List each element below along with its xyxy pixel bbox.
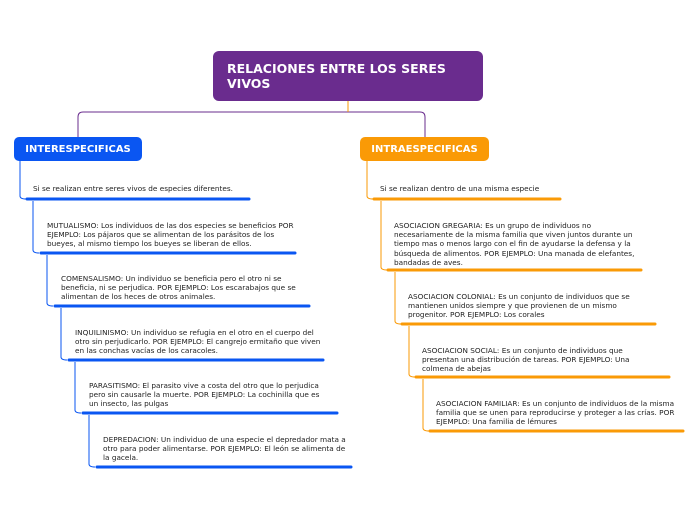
intra-asociacion-social[interactable]: ASOCIACION SOCIAL: Es un conjunto de individuos que presentan una distribución de tareas. POR EJEMPLO: Una colmena de abejas <box>422 346 630 374</box>
root-topic[interactable] <box>213 51 483 101</box>
intra-asociacion-gregaria[interactable]: ASOCIACION GREGARIA: Es un grupo de individuos no necesariamente de la misma familia que viven juntos durante un tiempo mas o menos largo con el fin de ayudarse la defensa y la búsqueda de alimentos. POR EJEMPLO: Una manada de elefantes, bandadas de aves. <box>394 221 635 267</box>
inter-depredacion[interactable]: DEPREDACION: Un individuo de una especie el depredador mata a otro para poder alimentarse. POR EJEMPLO: El león se alimenta de la gacela. <box>103 435 346 463</box>
branch-interespecificas[interactable] <box>14 137 142 161</box>
intra-asociacion-familiar[interactable]: ASOCIACION FAMILIAR: Es un conjunto de individuos de la misma familia que se unen para reproducirse y proteger a las crías. POR EJEMPLO: Una familia de lémures <box>436 399 675 427</box>
inter-parasitismo[interactable]: PARASITISMO: El parasito vive a costa del otro que lo perjudica pero sin causarle la muerte. POR EJEMPLO: La cochinilla que es un insecto, las pulgas <box>89 381 320 409</box>
intra-asociacion-colonial[interactable]: ASOCIACION COLONIAL: Es un conjunto de individuos que se mantienen unidos siempre y que provienen de un mismo progenitor. POR EJEMPLO: Los corales <box>408 292 630 320</box>
inter-mutualismo[interactable]: MUTUALISMO: Los individuos de las dos especies se beneficios POR EJEMPLO: Los pájaros que se alimentan de los parásitos de los bueyes, al mismo tiempo los bueyes se liberan de ellos. <box>47 221 294 249</box>
inter-comensalismo[interactable]: COMENSALISMO: Un individuo se beneficia pero el otro ni se beneficia, ni se perjudica. POR EJEMPLO: Los escarabajos que se alimentan de los heces de otros animales. <box>61 274 296 302</box>
intra-definition[interactable]: Si se realizan dentro de una misma especie <box>380 184 540 193</box>
branch-intraespecificas[interactable] <box>360 137 489 161</box>
inter-inquilinismo[interactable]: INQUILINISMO: Un individuo se refugia en el otro en el cuerpo del otro sin perjudicarlo. POR EJEMPLO: El cangrejo ermitaño que viven en las conchas vacías de los caracoles. <box>75 328 321 356</box>
branch-intraespecificas-label: INTRAESPECIFICAS <box>371 143 478 155</box>
branch-interespecificas-label: INTERESPECIFICAS <box>25 143 131 155</box>
inter-definition[interactable]: Si se realizan entre seres vivos de especies diferentes. <box>33 184 233 193</box>
root-topic-title: RELACIONES ENTRE LOS SERES VIVOS <box>227 61 446 91</box>
